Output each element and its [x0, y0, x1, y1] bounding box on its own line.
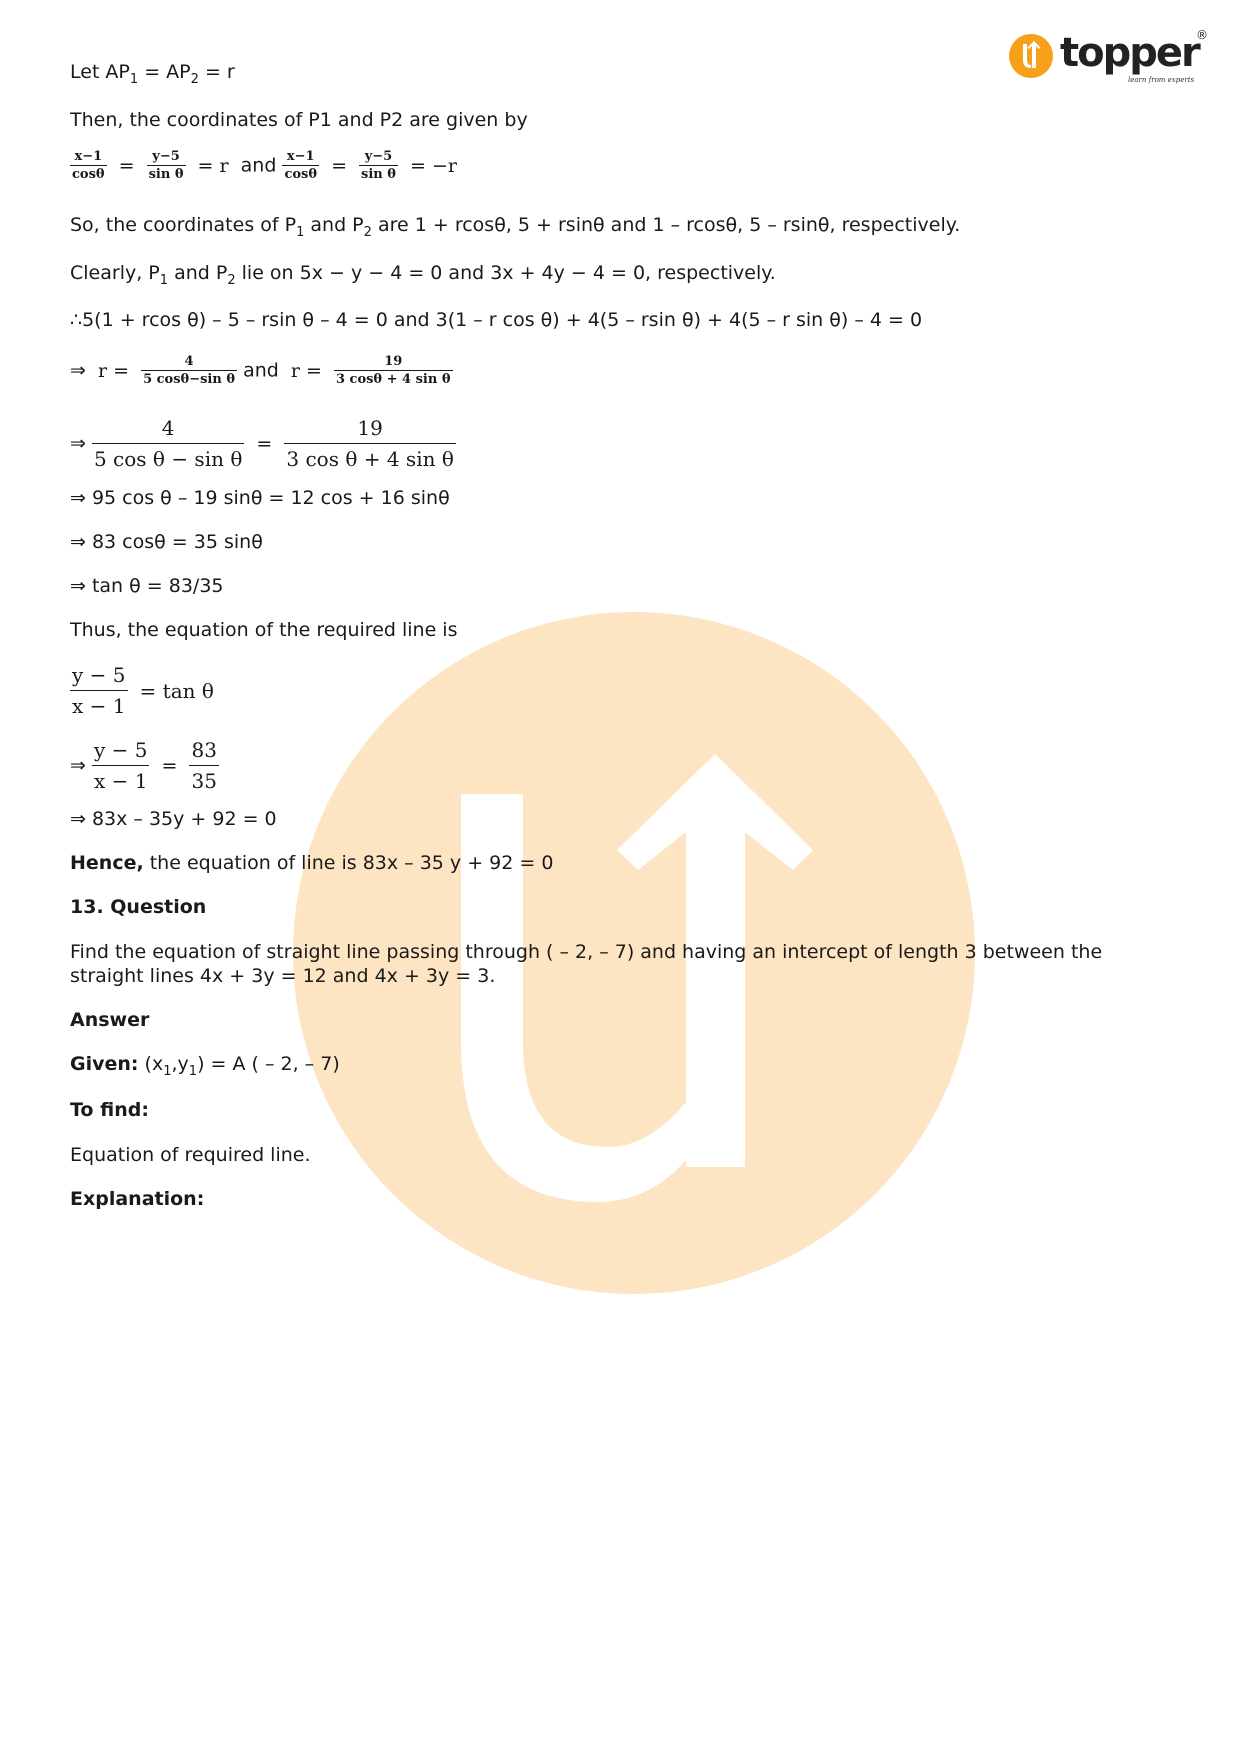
fraction: $\frac{y - 5}{x - 1}$ — [70, 660, 128, 721]
conclusion-line: Hence, the equation of line is 83x – 35 y + 92 = 0 — [70, 852, 554, 874]
fraction: $\frac{19}{\text{3 cos θ + 4 sin θ}}$ — [284, 413, 455, 474]
answer-heading: Answer — [70, 1009, 150, 1031]
text-line-2: Then, the coordinates of P1 and P2 are given by — [70, 109, 528, 131]
fraction: $\frac{x-1}{\cos\theta}$ — [284, 149, 318, 182]
text-line-15: ⇒ 83x – 35y + 92 = 0 — [70, 808, 277, 830]
text-line-5: Clearly, $P_1$ and $P_2$ lie on 5x − y − 4 = 0 and 3x + 4y − 4 = 0, respectively. — [70, 262, 776, 288]
fraction: $\frac{4}{\text{5 cos θ − sin θ}}$ — [92, 413, 244, 474]
fraction: $\frac{x-1}{\cos\theta}$ — [72, 149, 105, 182]
fraction: $\frac{4}{\text{5 cosθ−sin θ}}$ — [143, 354, 236, 387]
explanation-heading: Explanation: — [70, 1188, 205, 1210]
equation-line-3: $\frac{x-1}{\cos\theta}$ = $\frac{y-5}{\text{sin θ}}$ = r and $\frac{x-1}{\cos\theta}$ = $\frac{y-5}{\text{sin θ}}$ = −r — [72, 149, 457, 182]
text-line-4: So, the coordinates of $P_1$ and $P_2$ are 1 + rcosθ, 5 + rsinθ and 1 – rcosθ, 5 – rsinθ, respectively. — [70, 214, 961, 240]
text-line-1: Let $AP_1 = AP_2 = r$ — [70, 61, 235, 87]
fraction: $\frac{y-5}{\text{sin θ}}$ — [148, 149, 184, 182]
equation-line-14: ⇒ $\frac{y - 5}{x - 1}$ = $\frac{83}{35}$ — [70, 735, 219, 796]
brand-tagline: learn from experts — [1128, 76, 1195, 84]
question-heading: 13. Question — [70, 896, 207, 918]
text-line-11: ⇒ tan θ = 83/35 — [70, 575, 224, 597]
equation-line-7: ⇒ r = $\frac{4}{\text{5 cosθ−sin θ}}$ and r = $\frac{19}{\text{3 cosθ + 4 sin θ}}$ — [70, 354, 451, 387]
registered-mark: ® — [1196, 28, 1208, 42]
brand-logo — [1008, 30, 1208, 92]
fraction: $\frac{y - 5}{x - 1}$ — [92, 735, 150, 796]
equation-line-8: ⇒ $\frac{4}{\text{5 cos θ − sin θ}}$ = $\frac{19}{\text{3 cos θ + 4 sin θ}}$ — [70, 413, 456, 474]
text-line-9: ⇒ 95 cos θ – 19 sinθ = 12 cos + 16 sinθ — [70, 487, 450, 509]
given-line: Given: $(x_1,y_1) = A$ ( – 2, – 7) — [70, 1053, 340, 1079]
brand-logo-text: topper — [1060, 30, 1199, 76]
fraction: $\frac{83}{35}$ — [189, 735, 218, 796]
to-find-text: Equation of required line. — [70, 1144, 311, 1166]
equation-line-13: $\frac{y - 5}{x - 1}$ = tan θ — [70, 660, 220, 721]
fraction: $\frac{y-5}{\text{sin θ}}$ — [361, 149, 396, 182]
to-find-heading: To find: — [70, 1099, 149, 1121]
question-text: Find the equation of straight line passing through ( – 2, – 7) and having an intercept of length 3 between the straight lines 4x + 3y = 12 and 4x + 3y = 3. — [70, 941, 1103, 987]
text-line-10: ⇒ 83 cosθ = 35 sinθ — [70, 531, 263, 553]
fraction: $\frac{19}{\text{3 cosθ + 4 sin θ}}$ — [335, 354, 451, 387]
text-line-12: Thus, the equation of the required line is — [70, 619, 458, 641]
text-line-6: ∴5(1 + rcos θ) – 5 – rsin θ – 4 = 0 and 3(1 – r cos θ) + 4(5 – rsin θ) + 4(5 – r sin θ) – 4 = 0 — [70, 309, 923, 331]
